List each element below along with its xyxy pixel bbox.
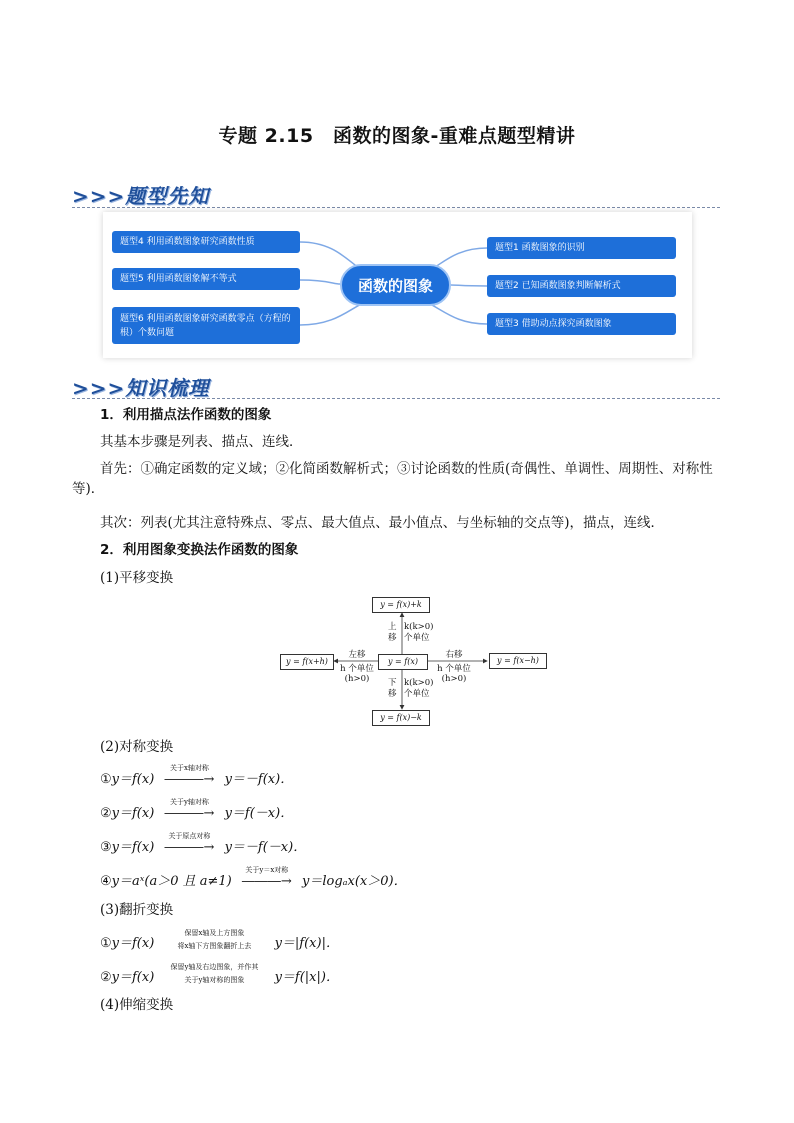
heading-point-method: 1．利用描点法作函数的图象 — [100, 407, 272, 423]
paragraph: 其基本步骤是列表、描点、连线． — [100, 434, 303, 450]
section-header-knowledge: >>>知识梳理 — [72, 376, 210, 400]
mindmap-left-item: 题型6 利用函数图象研究函数零点（方程的根）个数问题 — [112, 307, 300, 344]
diagram-box-center: y = f(x) — [378, 654, 428, 670]
formula-flip: ①y＝f(x) 保留x轴及上方图象 将x轴下方图象翻折上去 y＝|f(x)|． — [100, 928, 339, 951]
diagram-label: 个单位 — [404, 633, 430, 643]
diagram-box-top: y = f(x)+k — [372, 597, 430, 613]
subheading-flip: (3)翻折变换 — [100, 902, 174, 918]
diagram-label: k(k>0) — [404, 678, 434, 688]
mindmap-right-item: 题型3 借助动点探究函数图象 — [487, 313, 676, 335]
formula-symmetry: ①y＝f(x) 关于x轴对称 ―――→ y＝－f(x)． — [100, 764, 294, 787]
diagram-label: (h>0) — [441, 674, 467, 684]
diagram-label: 移 — [388, 689, 397, 699]
paragraph: 首先：①确定函数的定义域；②化简函数解析式；③讨论函数的性质(奇偶性、单调性、周期性、对称性等)． — [72, 461, 713, 497]
subheading-translation: (1)平移变换 — [100, 570, 174, 586]
diagram-label: 右移 — [445, 650, 463, 660]
section-divider — [72, 398, 720, 399]
subheading-scale: (4)伸缩变换 — [100, 997, 174, 1013]
diagram-box-left: y = f(x+h) — [280, 654, 334, 670]
diagram-label: h 个单位 — [437, 664, 471, 674]
formula-symmetry: ③y＝f(x) 关于原点对称 ―――→ y＝－f(－x)． — [100, 832, 307, 855]
diagram-box-right: y = f(x−h) — [489, 653, 547, 669]
paragraph: 其次：列表(尤其注意特殊点、零点、最大值点、最小值点、与坐标轴的交点等)，描点，连线． — [100, 515, 665, 531]
mind-map — [103, 212, 692, 358]
mindmap-left-item: 题型5 利用函数图象解不等式 — [112, 268, 300, 290]
diagram-label: 上 — [388, 622, 397, 632]
diagram-label: 移 — [388, 633, 397, 643]
translation-diagram — [279, 594, 549, 726]
diagram-label: 个单位 — [404, 689, 430, 699]
diagram-label: k(k>0) — [404, 622, 434, 632]
mindmap-center: 函数的图象 — [340, 264, 451, 306]
diagram-box-bottom: y = f(x)−k — [372, 710, 430, 726]
formula-symmetry: ②y＝f(x) 关于y轴对称 ―――→ y＝f(－x)． — [100, 798, 294, 821]
diagram-label: 下 — [388, 678, 397, 688]
mindmap-left-item: 题型4 利用函数图象研究函数性质 — [112, 231, 300, 253]
section-divider — [72, 207, 720, 208]
formula-symmetry: ④y＝aˣ(a＞0 且 a≠1) 关于y＝x对称 ―――→ y＝logₐx(x＞0)． — [100, 866, 407, 889]
diagram-label: h 个单位 — [340, 664, 374, 674]
page-title: 专题 2.15 函数的图象-重难点题型精讲 — [218, 125, 576, 147]
mindmap-right-item: 题型1 函数图象的识别 — [487, 237, 676, 259]
diagram-label: (h>0) — [344, 674, 370, 684]
diagram-label: 左移 — [348, 650, 366, 660]
subheading-symmetry: (2)对称变换 — [100, 739, 174, 755]
mindmap-right-item: 题型2 已知函数图象判断解析式 — [487, 275, 676, 297]
heading-transform-method: 2．利用图象变换法作函数的图象 — [100, 542, 299, 558]
section-header-preview: >>>题型先知 — [72, 184, 210, 208]
formula-flip: ②y＝f(x) 保留y轴及右边图象，并作其 关于y轴对称的图象 y＝f(|x|)． — [100, 962, 339, 985]
